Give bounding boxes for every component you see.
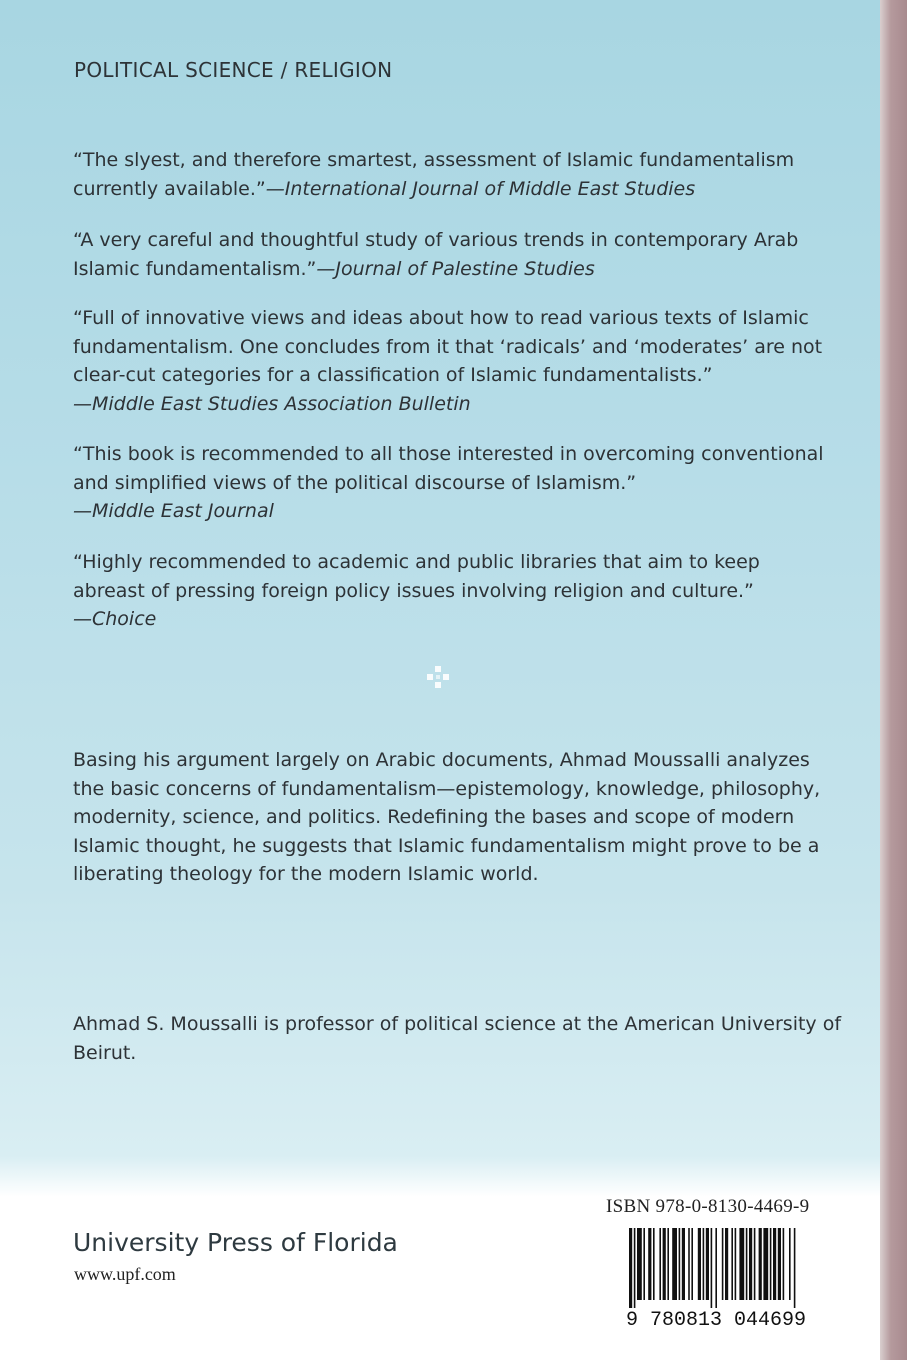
review-quote [73,440,833,526]
barcode-bar [759,1228,762,1300]
barcode-bar [629,1228,632,1308]
barcode-bar [663,1228,666,1300]
barcode-bar [667,1228,669,1300]
publisher-name: University Press of Florida [73,1228,398,1257]
barcode-bar [648,1228,651,1300]
isbn-label: ISBN 978-0-8130-4469-9 [606,1196,810,1217]
barcode-icon [621,1224,811,1330]
quote-source: —Middle East Studies Association Bulletin [73,392,471,415]
review-quote [73,304,833,418]
barcode [621,1224,811,1330]
quote-source: —Journal of Palestine Studies [316,257,595,280]
barcode-bar [653,1228,655,1300]
barcode-bar [691,1228,693,1300]
barcode-digits: 9 780813 044699 [625,1309,807,1330]
quote-text: “A very careful and thoughtful study of various trends in contemporary Arab Islamic fundamentalism.” [73,229,799,280]
barcode-bar [698,1228,701,1300]
author-bio: Ahmad S. Moussalli is professor of political science at the American University of Beirut. [73,1013,842,1064]
barcode-bar [688,1228,690,1300]
barcode-bar [703,1228,705,1300]
barcode-bar [637,1228,642,1300]
quote-text: “Full of innovative views and ideas about how to read various texts of Islamic fundamentalism. One concludes from it that ‘radicals’ and ‘moderates’ are not clear-cut categories for a classification of Islamic fundamentalists.” [73,307,823,386]
barcode-bar [789,1228,791,1300]
barcode-bar [715,1228,717,1308]
review-quote [73,146,833,203]
barcode-bar [778,1228,781,1300]
barcode-bar [746,1228,748,1300]
barcode-bar [731,1228,733,1300]
quote-source: —International Journal of Middle East Studies [265,177,696,200]
barcode-bar [763,1228,768,1300]
barcode-bar [739,1228,744,1300]
barcode-bar [735,1228,737,1300]
review-quote [73,226,833,283]
review-quote [73,548,833,634]
barcode-bar [679,1228,681,1300]
barcode-bar [783,1228,785,1300]
barcode-bar [706,1228,709,1300]
barcode-bar [711,1228,713,1308]
quote-source: —Choice [73,608,157,630]
barcode-bar [682,1228,685,1300]
spine-edge [880,0,907,1360]
barcode-bar [794,1228,796,1308]
barcode-bar [770,1228,772,1300]
barcode-bar [773,1228,776,1300]
quote-text: “Highly recommended to academic and public libraries that aim to keep abreast of pressing foreign policy issues involving religion and culture.” [73,551,760,602]
book-description: Basing his argument largely on Arabic documents, Ahmad Moussalli analyzes the basic concerns of fundamentalism—epistemology, knowledge, philosophy, modernity, science, and politics. Redefining the bases and scope of modern Islamic thought, he suggests that Islamic fundamentalism might prove to be a liberating theology for the modern Islamic world. [73,749,821,885]
ornament-icon [425,664,451,690]
barcode-bar [643,1228,645,1300]
barcode-bar [749,1228,752,1300]
barcode-bar [659,1228,661,1300]
quote-text: “This book is recommended to all those interested in overcoming conventional and simplified views of the political discourse of Islamism.” [73,443,824,494]
quote-source: —Middle East Journal [73,500,274,522]
barcode-bar [754,1228,756,1300]
barcode-bar [725,1228,728,1300]
barcode-bar [672,1228,677,1300]
publisher-website: www.upf.com [74,1264,176,1284]
barcode-bar [634,1228,636,1308]
quote-text: “The slyest, and therefore smartest, assessment of Islamic fundamentalism currently available.” [73,149,795,200]
barcode-bar [722,1228,724,1300]
category-label: POLITICAL SCIENCE / RELIGION [74,58,393,82]
